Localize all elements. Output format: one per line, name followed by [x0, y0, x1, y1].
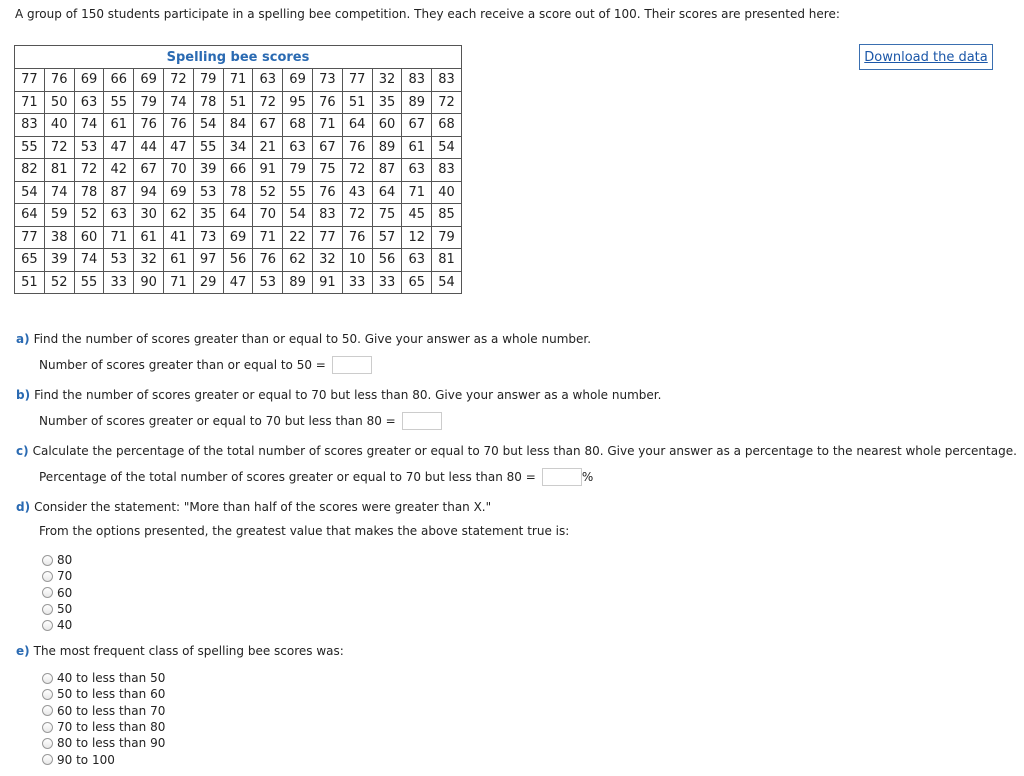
- score-cell: 63: [74, 91, 104, 114]
- score-cell: 29: [193, 271, 223, 294]
- score-cell: 78: [223, 181, 253, 204]
- score-cell: 39: [193, 159, 223, 182]
- score-cell: 69: [74, 69, 104, 92]
- score-cell: 69: [134, 69, 164, 92]
- option-label: 40 to less than 50: [57, 671, 166, 686]
- radio-icon[interactable]: [42, 555, 53, 566]
- download-data-button[interactable]: Download the data: [859, 44, 993, 70]
- score-cell: 72: [432, 91, 462, 114]
- option-e-80-90[interactable]: [42, 735, 165, 751]
- score-cell: 53: [104, 249, 134, 272]
- score-cell: 70: [253, 204, 283, 227]
- radio-icon[interactable]: [42, 587, 53, 598]
- answer-c-input[interactable]: [542, 468, 582, 486]
- score-cell: 95: [283, 91, 313, 114]
- option-e-70-80[interactable]: [42, 719, 165, 735]
- score-cell: 74: [163, 91, 193, 114]
- score-cell: 63: [104, 204, 134, 227]
- table-row: [15, 159, 462, 182]
- score-cell: 71: [163, 271, 193, 294]
- score-cell: 22: [283, 226, 313, 249]
- score-cell: 84: [223, 114, 253, 137]
- score-cell: 62: [283, 249, 313, 272]
- option-d-60[interactable]: [42, 585, 72, 601]
- score-cell: 90: [134, 271, 164, 294]
- score-cell: 71: [223, 69, 253, 92]
- score-cell: 34: [223, 136, 253, 159]
- score-cell: 64: [342, 114, 372, 137]
- score-cell: 57: [372, 226, 402, 249]
- radio-icon[interactable]: [42, 689, 53, 700]
- table-row: [15, 271, 462, 294]
- radio-icon[interactable]: [42, 722, 53, 733]
- question-b-label: b): [16, 388, 31, 402]
- score-cell: 63: [283, 136, 313, 159]
- score-cell: 74: [74, 249, 104, 272]
- table-row: [15, 204, 462, 227]
- score-cell: 52: [74, 204, 104, 227]
- score-cell: 53: [193, 181, 223, 204]
- score-cell: 54: [15, 181, 45, 204]
- radio-icon[interactable]: [42, 620, 53, 631]
- option-label: 80 to less than 90: [57, 736, 166, 751]
- score-cell: 91: [312, 271, 342, 294]
- score-cell: 10: [342, 249, 372, 272]
- percent-suffix: %: [581, 470, 594, 484]
- score-cell: 76: [312, 181, 342, 204]
- score-cell: 33: [104, 271, 134, 294]
- score-cell: 47: [223, 271, 253, 294]
- score-cell: 54: [432, 271, 462, 294]
- question-e-options: [42, 670, 165, 768]
- score-cell: 30: [134, 204, 164, 227]
- score-cell: 69: [163, 181, 193, 204]
- question-c-answer-row: [39, 468, 593, 486]
- table-row: [15, 136, 462, 159]
- option-d-40[interactable]: [42, 617, 72, 633]
- score-cell: 74: [74, 114, 104, 137]
- score-cell: 65: [15, 249, 45, 272]
- score-cell: 64: [223, 204, 253, 227]
- score-cell: 56: [372, 249, 402, 272]
- table-row: [15, 249, 462, 272]
- score-cell: 64: [372, 181, 402, 204]
- score-cell: 59: [44, 204, 74, 227]
- score-cell: 44: [134, 136, 164, 159]
- score-cell: 54: [432, 136, 462, 159]
- score-cell: 21: [253, 136, 283, 159]
- table-row: [15, 69, 462, 92]
- score-cell: 81: [44, 159, 74, 182]
- option-label: 40: [57, 618, 73, 633]
- question-a-prompt: Number of scores greater than or equal to 50 =: [39, 358, 326, 372]
- score-cell: 63: [402, 159, 432, 182]
- score-cell: 78: [193, 91, 223, 114]
- radio-icon[interactable]: [42, 604, 53, 615]
- score-cell: 32: [312, 249, 342, 272]
- option-label: 80: [57, 553, 73, 568]
- score-cell: 76: [312, 91, 342, 114]
- score-cell: 68: [283, 114, 313, 137]
- score-cell: 39: [44, 249, 74, 272]
- option-label: 70 to less than 80: [57, 720, 166, 735]
- score-cell: 72: [163, 69, 193, 92]
- score-cell: 85: [432, 204, 462, 227]
- score-cell: 72: [342, 159, 372, 182]
- radio-icon[interactable]: [42, 705, 53, 716]
- question-e-text: The most frequent class of spelling bee scores was:: [33, 644, 344, 658]
- score-cell: 56: [223, 249, 253, 272]
- score-cell: 79: [134, 91, 164, 114]
- score-cell: 51: [223, 91, 253, 114]
- score-cell: 12: [402, 226, 432, 249]
- table-row: [15, 181, 462, 204]
- scores-table: [14, 45, 462, 294]
- radio-icon[interactable]: [42, 571, 53, 582]
- score-cell: 79: [283, 159, 313, 182]
- score-cell: 77: [15, 226, 45, 249]
- score-cell: 83: [432, 69, 462, 92]
- score-cell: 89: [402, 91, 432, 114]
- score-cell: 52: [253, 181, 283, 204]
- score-cell: 61: [402, 136, 432, 159]
- score-cell: 76: [134, 114, 164, 137]
- score-cell: 43: [342, 181, 372, 204]
- score-cell: 94: [134, 181, 164, 204]
- question-d: [16, 500, 491, 514]
- score-cell: 41: [163, 226, 193, 249]
- score-cell: 66: [223, 159, 253, 182]
- score-cell: 79: [193, 69, 223, 92]
- score-cell: 65: [402, 271, 432, 294]
- score-cell: 75: [372, 204, 402, 227]
- score-cell: 63: [402, 249, 432, 272]
- score-cell: 66: [104, 69, 134, 92]
- option-e-50-60[interactable]: [42, 686, 165, 702]
- question-c-text: Calculate the percentage of the total number of scores greater or equal to 70 but less than 80. Give your answer as a percentage to the nearest whole percentage.: [32, 444, 1017, 458]
- score-cell: 55: [193, 136, 223, 159]
- score-cell: 33: [342, 271, 372, 294]
- score-cell: 33: [372, 271, 402, 294]
- score-cell: 38: [44, 226, 74, 249]
- option-e-90-100[interactable]: [42, 751, 165, 767]
- question-d-text: Consider the statement: "More than half of the scores were greater than X.": [34, 500, 492, 514]
- score-cell: 67: [312, 136, 342, 159]
- question-e: [16, 644, 344, 658]
- score-cell: 71: [402, 181, 432, 204]
- score-cell: 47: [104, 136, 134, 159]
- score-cell: 70: [163, 159, 193, 182]
- score-cell: 78: [74, 181, 104, 204]
- score-cell: 77: [312, 226, 342, 249]
- score-cell: 40: [44, 114, 74, 137]
- score-cell: 67: [402, 114, 432, 137]
- score-cell: 77: [15, 69, 45, 92]
- question-d-options: [42, 552, 72, 633]
- option-label: 60 to less than 70: [57, 703, 166, 718]
- score-cell: 32: [372, 69, 402, 92]
- intro-text: A group of 150 students participate in a spelling bee competition. They each receive a score out of 100. Their scores are presented here:: [15, 7, 840, 21]
- score-cell: 55: [104, 91, 134, 114]
- score-cell: 72: [342, 204, 372, 227]
- score-cell: 69: [223, 226, 253, 249]
- score-cell: 61: [163, 249, 193, 272]
- score-cell: 60: [74, 226, 104, 249]
- score-cell: 87: [372, 159, 402, 182]
- score-cell: 81: [432, 249, 462, 272]
- answer-a-input[interactable]: [332, 356, 372, 374]
- score-cell: 71: [104, 226, 134, 249]
- score-cell: 73: [193, 226, 223, 249]
- question-a: [16, 332, 591, 346]
- option-d-80[interactable]: [42, 552, 72, 568]
- score-cell: 63: [253, 69, 283, 92]
- score-cell: 45: [402, 204, 432, 227]
- option-label: 60: [57, 585, 73, 600]
- score-cell: 47: [163, 136, 193, 159]
- score-cell: 55: [15, 136, 45, 159]
- score-cell: 83: [15, 114, 45, 137]
- score-cell: 76: [253, 249, 283, 272]
- question-d-prompt-row: [39, 524, 569, 538]
- question-d-prompt: From the options presented, the greatest value that makes the above statement true is:: [39, 524, 570, 538]
- score-cell: 82: [15, 159, 45, 182]
- score-cell: 74: [44, 181, 74, 204]
- score-cell: 54: [283, 204, 313, 227]
- score-cell: 97: [193, 249, 223, 272]
- score-cell: 67: [253, 114, 283, 137]
- option-e-60-70[interactable]: [42, 703, 165, 719]
- question-b-text: Find the number of scores greater or equal to 70 but less than 80. Give your answer as a whole number.: [34, 388, 662, 402]
- score-cell: 71: [15, 91, 45, 114]
- score-cell: 71: [312, 114, 342, 137]
- option-label: 50: [57, 602, 73, 617]
- score-cell: 76: [342, 226, 372, 249]
- score-cell: 71: [253, 226, 283, 249]
- score-cell: 73: [312, 69, 342, 92]
- score-cell: 69: [283, 69, 313, 92]
- radio-icon[interactable]: [42, 673, 53, 684]
- question-c: [16, 444, 1017, 458]
- score-cell: 68: [432, 114, 462, 137]
- score-cell: 76: [163, 114, 193, 137]
- score-cell: 75: [312, 159, 342, 182]
- score-cell: 40: [432, 181, 462, 204]
- option-label: 90 to 100: [57, 752, 115, 767]
- question-b: [16, 388, 661, 402]
- score-cell: 77: [342, 69, 372, 92]
- score-cell: 32: [134, 249, 164, 272]
- score-cell: 89: [283, 271, 313, 294]
- score-cell: 35: [193, 204, 223, 227]
- score-cell: 83: [312, 204, 342, 227]
- option-e-40-50[interactable]: [42, 670, 165, 686]
- score-cell: 83: [432, 159, 462, 182]
- table-row: [15, 114, 462, 137]
- option-label: 50 to less than 60: [57, 687, 166, 702]
- score-cell: 51: [15, 271, 45, 294]
- radio-icon[interactable]: [42, 738, 53, 749]
- score-cell: 61: [134, 226, 164, 249]
- score-cell: 62: [163, 204, 193, 227]
- score-cell: 83: [402, 69, 432, 92]
- score-cell: 42: [104, 159, 134, 182]
- radio-icon[interactable]: [42, 754, 53, 765]
- table-row: [15, 226, 462, 249]
- question-a-text: Find the number of scores greater than or equal to 50. Give your answer as a whole number.: [33, 332, 592, 346]
- question-c-prompt: Percentage of the total number of scores greater or equal to 70 but less than 80 =: [39, 470, 536, 484]
- score-cell: 79: [432, 226, 462, 249]
- score-cell: 60: [372, 114, 402, 137]
- table-row: [15, 91, 462, 114]
- score-cell: 61: [104, 114, 134, 137]
- question-a-answer-row: [39, 356, 372, 374]
- question-b-prompt: Number of scores greater or equal to 70 but less than 80 =: [39, 414, 396, 428]
- score-cell: 91: [253, 159, 283, 182]
- question-e-label: e): [16, 644, 30, 658]
- table-title: Spelling bee scores: [15, 46, 462, 69]
- answer-b-input[interactable]: [402, 412, 442, 430]
- score-cell: 64: [15, 204, 45, 227]
- option-label: 70: [57, 569, 73, 584]
- score-cell: 54: [193, 114, 223, 137]
- score-cell: 67: [134, 159, 164, 182]
- option-d-70[interactable]: [42, 568, 72, 584]
- score-cell: 76: [44, 69, 74, 92]
- score-cell: 87: [104, 181, 134, 204]
- score-cell: 76: [342, 136, 372, 159]
- score-cell: 50: [44, 91, 74, 114]
- option-d-50[interactable]: [42, 601, 72, 617]
- score-cell: 72: [74, 159, 104, 182]
- score-cell: 51: [342, 91, 372, 114]
- question-b-answer-row: [39, 412, 442, 430]
- score-cell: 53: [74, 136, 104, 159]
- score-cell: 89: [372, 136, 402, 159]
- score-cell: 72: [253, 91, 283, 114]
- question-c-label: c): [16, 444, 29, 458]
- score-cell: 55: [74, 271, 104, 294]
- score-cell: 52: [44, 271, 74, 294]
- score-cell: 72: [44, 136, 74, 159]
- question-d-label: d): [16, 500, 31, 514]
- score-cell: 55: [283, 181, 313, 204]
- question-a-label: a): [16, 332, 30, 346]
- score-cell: 53: [253, 271, 283, 294]
- score-cell: 35: [372, 91, 402, 114]
